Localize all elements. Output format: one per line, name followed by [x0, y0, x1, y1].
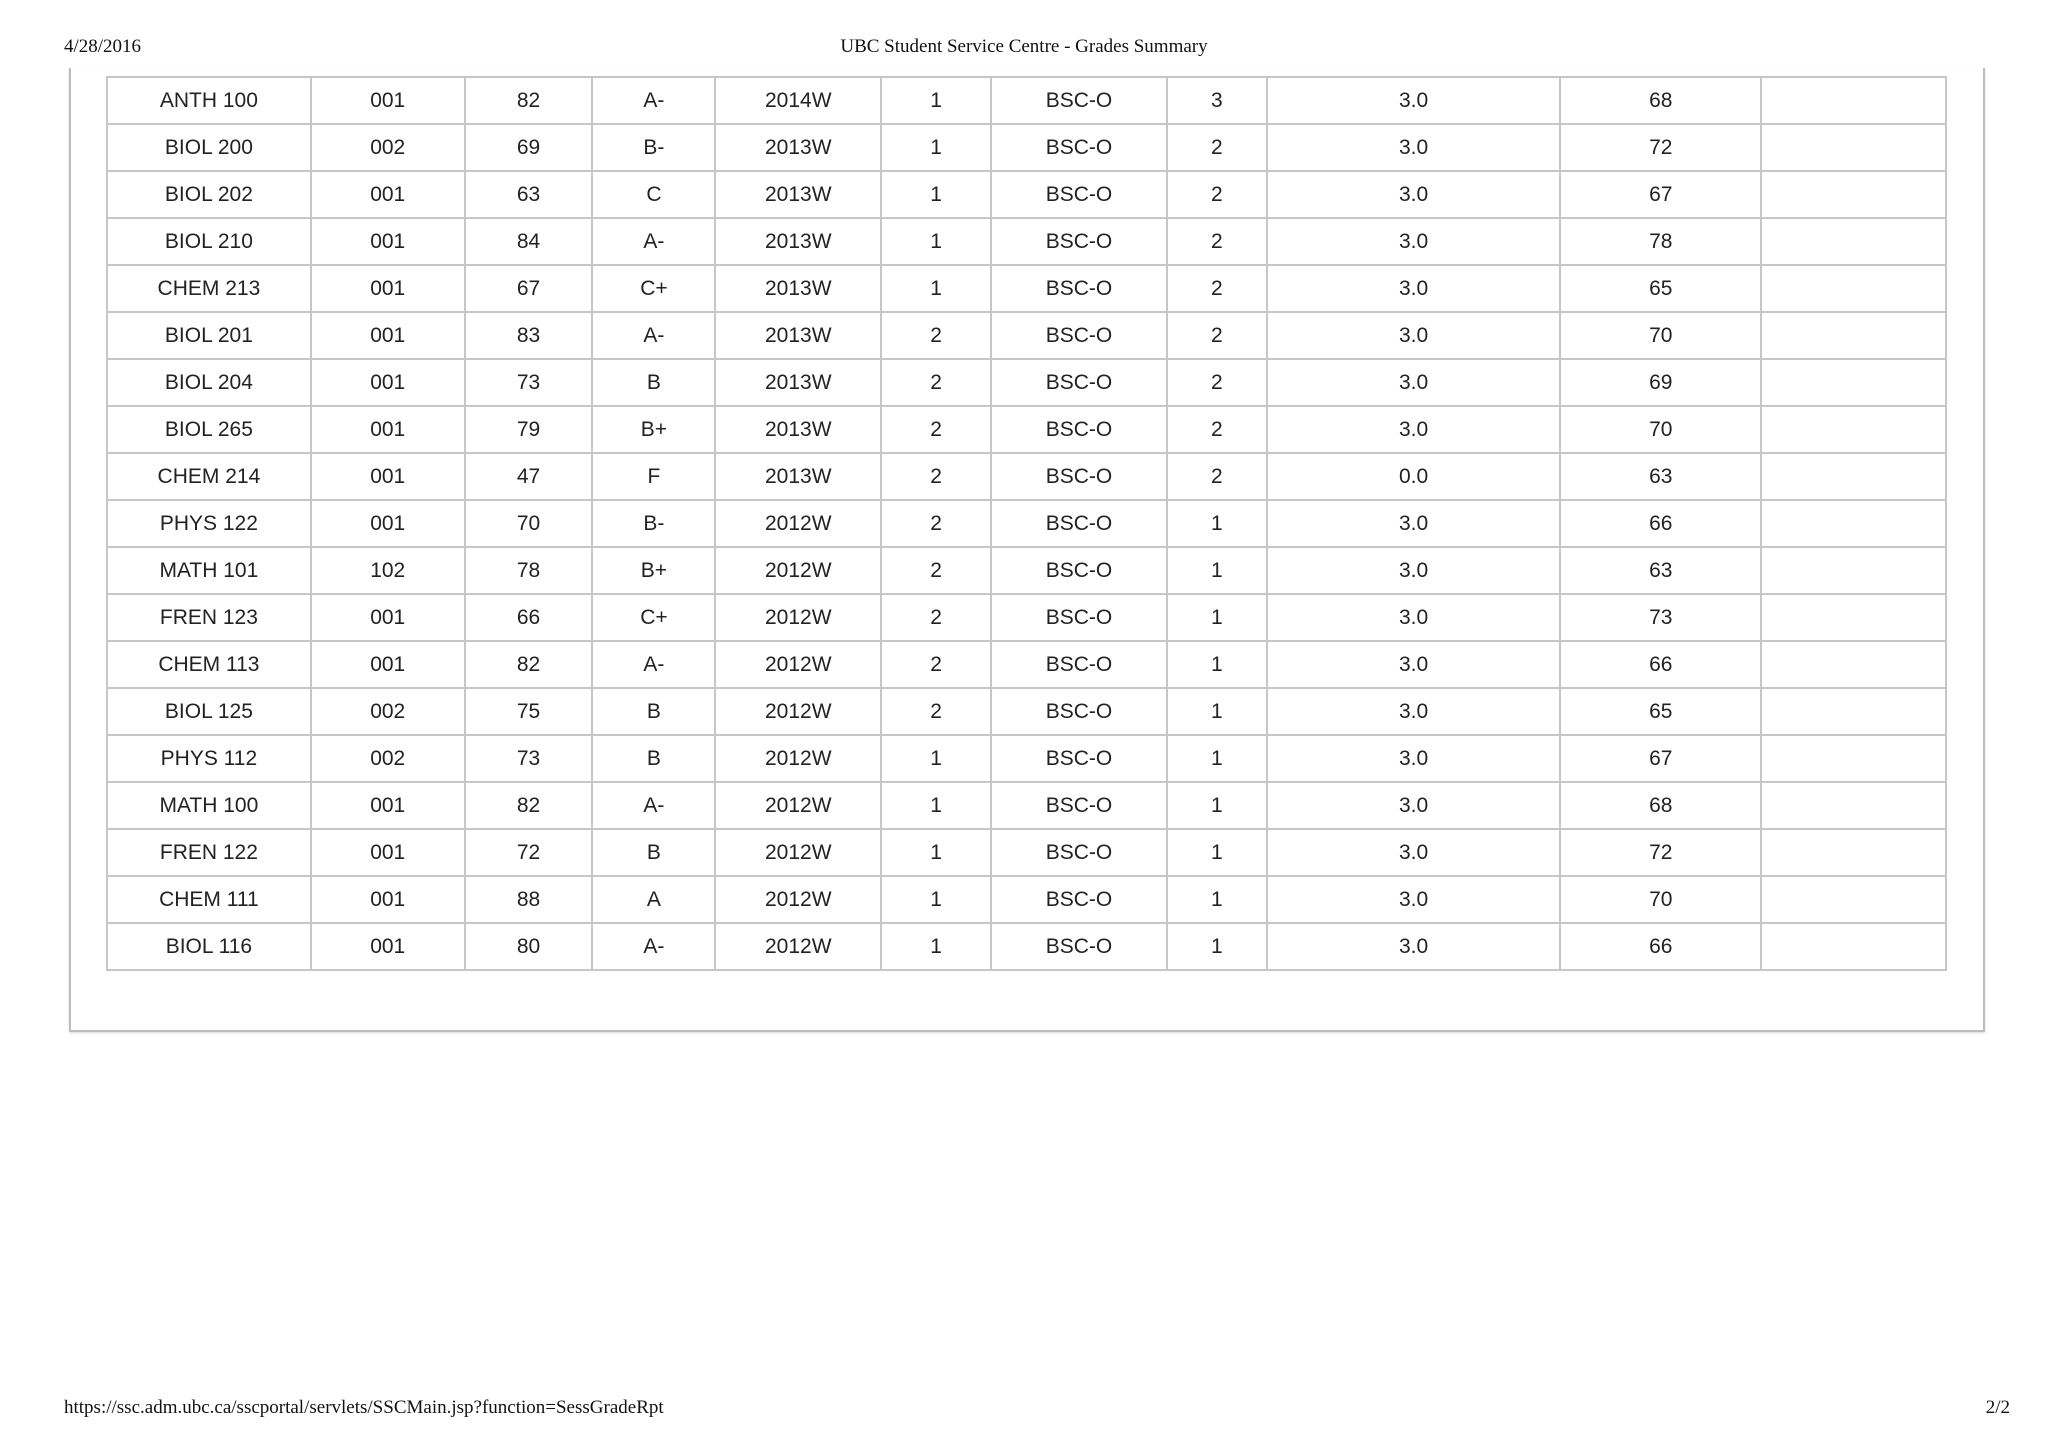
print-date: 4/28/2016 — [64, 36, 142, 57]
cell-session: 2012W — [715, 641, 881, 688]
cell-section: 001 — [311, 500, 465, 547]
cell-letter: B — [592, 359, 715, 406]
cell-credits: 0.0 — [1267, 453, 1561, 500]
cell-course: BIOL 265 — [107, 406, 311, 453]
cell-letter: B- — [592, 124, 715, 171]
cell-class-avg: 65 — [1560, 265, 1761, 312]
cell-credits: 3.0 — [1267, 829, 1561, 876]
cell-class-avg: 67 — [1560, 735, 1761, 782]
cell-program: BSC-O — [991, 688, 1167, 735]
cell-standing — [1761, 547, 1946, 594]
cell-session: 2013W — [715, 453, 881, 500]
cell-course: CHEM 213 — [107, 265, 311, 312]
cell-session: 2012W — [715, 594, 881, 641]
cell-grade: 69 — [465, 124, 593, 171]
cell-session: 2012W — [715, 876, 881, 923]
cell-section: 001 — [311, 312, 465, 359]
cell-program: BSC-O — [991, 359, 1167, 406]
table-row — [107, 500, 1946, 547]
cell-credits: 3.0 — [1267, 782, 1561, 829]
cell-standing — [1761, 359, 1946, 406]
cell-standing — [1761, 735, 1946, 782]
cell-term: 1 — [881, 124, 991, 171]
cell-session: 2013W — [715, 359, 881, 406]
cell-course: MATH 100 — [107, 782, 311, 829]
cell-year: 1 — [1167, 923, 1267, 970]
cell-course: CHEM 214 — [107, 453, 311, 500]
cell-credits: 3.0 — [1267, 359, 1561, 406]
cell-letter: B+ — [592, 406, 715, 453]
cell-program: BSC-O — [991, 453, 1167, 500]
cell-program: BSC-O — [991, 547, 1167, 594]
cell-credits: 3.0 — [1267, 547, 1561, 594]
cell-program: BSC-O — [991, 312, 1167, 359]
table-row — [107, 406, 1946, 453]
cell-grade: 47 — [465, 453, 593, 500]
cell-term: 2 — [881, 312, 991, 359]
cell-credits: 3.0 — [1267, 876, 1561, 923]
cell-course: ANTH 100 — [107, 77, 311, 124]
page-title: UBC Student Service Centre - Grades Summary — [840, 36, 1208, 57]
cell-program: BSC-O — [991, 265, 1167, 312]
cell-session: 2012W — [715, 735, 881, 782]
cell-standing — [1761, 500, 1946, 547]
cell-program: BSC-O — [991, 218, 1167, 265]
cell-program: BSC-O — [991, 406, 1167, 453]
cell-section: 002 — [311, 688, 465, 735]
cell-grade: 80 — [465, 923, 593, 970]
cell-class-avg: 68 — [1560, 77, 1761, 124]
cell-term: 1 — [881, 782, 991, 829]
cell-letter: A — [592, 876, 715, 923]
cell-grade: 67 — [465, 265, 593, 312]
cell-grade: 88 — [465, 876, 593, 923]
cell-standing — [1761, 923, 1946, 970]
cell-credits: 3.0 — [1267, 265, 1561, 312]
cell-standing — [1761, 688, 1946, 735]
table-row — [107, 829, 1946, 876]
cell-section: 001 — [311, 359, 465, 406]
cell-grade: 79 — [465, 406, 593, 453]
cell-year: 2 — [1167, 312, 1267, 359]
cell-year: 1 — [1167, 547, 1267, 594]
cell-standing — [1761, 594, 1946, 641]
cell-session: 2012W — [715, 688, 881, 735]
cell-year: 2 — [1167, 171, 1267, 218]
cell-session: 2012W — [715, 782, 881, 829]
cell-section: 002 — [311, 124, 465, 171]
cell-section: 001 — [311, 406, 465, 453]
cell-year: 2 — [1167, 218, 1267, 265]
cell-year: 1 — [1167, 782, 1267, 829]
cell-course: BIOL 210 — [107, 218, 311, 265]
cell-letter: A- — [592, 218, 715, 265]
table-row — [107, 453, 1946, 500]
cell-course: BIOL 201 — [107, 312, 311, 359]
grades-table-body — [107, 77, 1946, 970]
cell-term: 2 — [881, 500, 991, 547]
cell-course: FREN 123 — [107, 594, 311, 641]
table-row — [107, 594, 1946, 641]
cell-letter: C+ — [592, 265, 715, 312]
cell-grade: 73 — [465, 735, 593, 782]
cell-class-avg: 66 — [1560, 500, 1761, 547]
cell-standing — [1761, 453, 1946, 500]
cell-letter: F — [592, 453, 715, 500]
cell-year: 1 — [1167, 594, 1267, 641]
cell-term: 2 — [881, 641, 991, 688]
cell-class-avg: 72 — [1560, 124, 1761, 171]
cell-letter: B+ — [592, 547, 715, 594]
cell-grade: 82 — [465, 782, 593, 829]
cell-session: 2013W — [715, 265, 881, 312]
cell-session: 2014W — [715, 77, 881, 124]
cell-program: BSC-O — [991, 77, 1167, 124]
table-row — [107, 124, 1946, 171]
cell-term: 2 — [881, 359, 991, 406]
cell-section: 001 — [311, 171, 465, 218]
cell-letter: B- — [592, 500, 715, 547]
cell-letter: B — [592, 829, 715, 876]
cell-year: 2 — [1167, 124, 1267, 171]
print-url: https://ssc.adm.ubc.ca/sscportal/servlets/SSCMain.jsp?function=SessGradeRpt — [64, 1397, 664, 1418]
cell-standing — [1761, 171, 1946, 218]
cell-grade: 66 — [465, 594, 593, 641]
cell-letter: C — [592, 171, 715, 218]
cell-credits: 3.0 — [1267, 406, 1561, 453]
cell-year: 2 — [1167, 406, 1267, 453]
cell-session: 2013W — [715, 218, 881, 265]
cell-session: 2013W — [715, 171, 881, 218]
table-row — [107, 923, 1946, 970]
cell-session: 2012W — [715, 547, 881, 594]
cell-course: BIOL 204 — [107, 359, 311, 406]
cell-credits: 3.0 — [1267, 594, 1561, 641]
cell-term: 1 — [881, 876, 991, 923]
cell-grade: 82 — [465, 641, 593, 688]
cell-term: 2 — [881, 594, 991, 641]
cell-session: 2013W — [715, 406, 881, 453]
grades-table — [106, 76, 1947, 971]
table-row — [107, 735, 1946, 782]
cell-credits: 3.0 — [1267, 500, 1561, 547]
cell-program: BSC-O — [991, 923, 1167, 970]
cell-program: BSC-O — [991, 171, 1167, 218]
cell-credits: 3.0 — [1267, 77, 1561, 124]
cell-year: 1 — [1167, 735, 1267, 782]
cell-section: 001 — [311, 876, 465, 923]
cell-term: 1 — [881, 77, 991, 124]
cell-standing — [1761, 406, 1946, 453]
cell-grade: 73 — [465, 359, 593, 406]
table-row — [107, 265, 1946, 312]
cell-session: 2013W — [715, 312, 881, 359]
cell-course: CHEM 111 — [107, 876, 311, 923]
cell-class-avg: 66 — [1560, 923, 1761, 970]
cell-term: 2 — [881, 453, 991, 500]
cell-letter: B — [592, 688, 715, 735]
cell-year: 2 — [1167, 359, 1267, 406]
cell-section: 001 — [311, 923, 465, 970]
cell-credits: 3.0 — [1267, 641, 1561, 688]
table-row — [107, 641, 1946, 688]
cell-program: BSC-O — [991, 641, 1167, 688]
cell-standing — [1761, 782, 1946, 829]
cell-program: BSC-O — [991, 500, 1167, 547]
cell-course: BIOL 202 — [107, 171, 311, 218]
cell-class-avg: 78 — [1560, 218, 1761, 265]
cell-standing — [1761, 124, 1946, 171]
cell-grade: 83 — [465, 312, 593, 359]
cell-session: 2012W — [715, 829, 881, 876]
cell-section: 001 — [311, 594, 465, 641]
cell-letter: B — [592, 735, 715, 782]
cell-class-avg: 68 — [1560, 782, 1761, 829]
cell-term: 1 — [881, 218, 991, 265]
cell-year: 1 — [1167, 876, 1267, 923]
cell-standing — [1761, 829, 1946, 876]
cell-section: 102 — [311, 547, 465, 594]
table-row — [107, 171, 1946, 218]
table-row — [107, 876, 1946, 923]
cell-section: 001 — [311, 453, 465, 500]
cell-course: CHEM 113 — [107, 641, 311, 688]
cell-course: MATH 101 — [107, 547, 311, 594]
cell-letter: A- — [592, 782, 715, 829]
cell-letter: A- — [592, 77, 715, 124]
cell-standing — [1761, 77, 1946, 124]
cell-credits: 3.0 — [1267, 312, 1561, 359]
cell-term: 1 — [881, 735, 991, 782]
cell-class-avg: 63 — [1560, 547, 1761, 594]
table-row — [107, 312, 1946, 359]
cell-class-avg: 70 — [1560, 312, 1761, 359]
cell-credits: 3.0 — [1267, 735, 1561, 782]
cell-term: 1 — [881, 829, 991, 876]
cell-program: BSC-O — [991, 124, 1167, 171]
cell-term: 2 — [881, 547, 991, 594]
cell-section: 001 — [311, 641, 465, 688]
cell-course: BIOL 125 — [107, 688, 311, 735]
cell-session: 2012W — [715, 500, 881, 547]
cell-course: BIOL 200 — [107, 124, 311, 171]
cell-grade: 70 — [465, 500, 593, 547]
table-row — [107, 77, 1946, 124]
cell-letter: A- — [592, 923, 715, 970]
cell-credits: 3.0 — [1267, 688, 1561, 735]
cell-term: 2 — [881, 406, 991, 453]
cell-credits: 3.0 — [1267, 923, 1561, 970]
cell-grade: 72 — [465, 829, 593, 876]
cell-letter: A- — [592, 641, 715, 688]
table-row — [107, 782, 1946, 829]
cell-grade: 75 — [465, 688, 593, 735]
table-row — [107, 688, 1946, 735]
cell-program: BSC-O — [991, 594, 1167, 641]
cell-standing — [1761, 265, 1946, 312]
cell-program: BSC-O — [991, 782, 1167, 829]
cell-course: BIOL 116 — [107, 923, 311, 970]
table-row — [107, 547, 1946, 594]
cell-year: 2 — [1167, 453, 1267, 500]
cell-session: 2013W — [715, 124, 881, 171]
cell-letter: A- — [592, 312, 715, 359]
table-row — [107, 218, 1946, 265]
cell-section: 001 — [311, 782, 465, 829]
page-number: 2/2 — [1985, 1397, 2010, 1418]
cell-class-avg: 72 — [1560, 829, 1761, 876]
cell-grade: 63 — [465, 171, 593, 218]
cell-class-avg: 70 — [1560, 876, 1761, 923]
cell-class-avg: 63 — [1560, 453, 1761, 500]
cell-credits: 3.0 — [1267, 124, 1561, 171]
table-row — [107, 359, 1946, 406]
cell-program: BSC-O — [991, 829, 1167, 876]
cell-credits: 3.0 — [1267, 171, 1561, 218]
cell-standing — [1761, 312, 1946, 359]
cell-class-avg: 65 — [1560, 688, 1761, 735]
cell-standing — [1761, 876, 1946, 923]
cell-letter: C+ — [592, 594, 715, 641]
cell-class-avg: 67 — [1560, 171, 1761, 218]
cell-term: 1 — [881, 171, 991, 218]
cell-section: 001 — [311, 77, 465, 124]
cell-standing — [1761, 218, 1946, 265]
cell-grade: 82 — [465, 77, 593, 124]
cell-term: 1 — [881, 265, 991, 312]
cell-course: PHYS 122 — [107, 500, 311, 547]
cell-course: PHYS 112 — [107, 735, 311, 782]
cell-session: 2012W — [715, 923, 881, 970]
cell-term: 1 — [881, 923, 991, 970]
cell-section: 001 — [311, 829, 465, 876]
cell-class-avg: 66 — [1560, 641, 1761, 688]
cell-section: 002 — [311, 735, 465, 782]
cell-year: 2 — [1167, 265, 1267, 312]
cell-program: BSC-O — [991, 876, 1167, 923]
cell-term: 2 — [881, 688, 991, 735]
cell-standing — [1761, 641, 1946, 688]
cell-section: 001 — [311, 218, 465, 265]
cell-grade: 84 — [465, 218, 593, 265]
cell-program: BSC-O — [991, 735, 1167, 782]
cell-year: 1 — [1167, 641, 1267, 688]
cell-grade: 78 — [465, 547, 593, 594]
cell-credits: 3.0 — [1267, 218, 1561, 265]
cell-year: 1 — [1167, 829, 1267, 876]
cell-class-avg: 69 — [1560, 359, 1761, 406]
cell-year: 3 — [1167, 77, 1267, 124]
cell-year: 1 — [1167, 688, 1267, 735]
cell-class-avg: 70 — [1560, 406, 1761, 453]
cell-class-avg: 73 — [1560, 594, 1761, 641]
cell-year: 1 — [1167, 500, 1267, 547]
cell-section: 001 — [311, 265, 465, 312]
cell-course: FREN 122 — [107, 829, 311, 876]
